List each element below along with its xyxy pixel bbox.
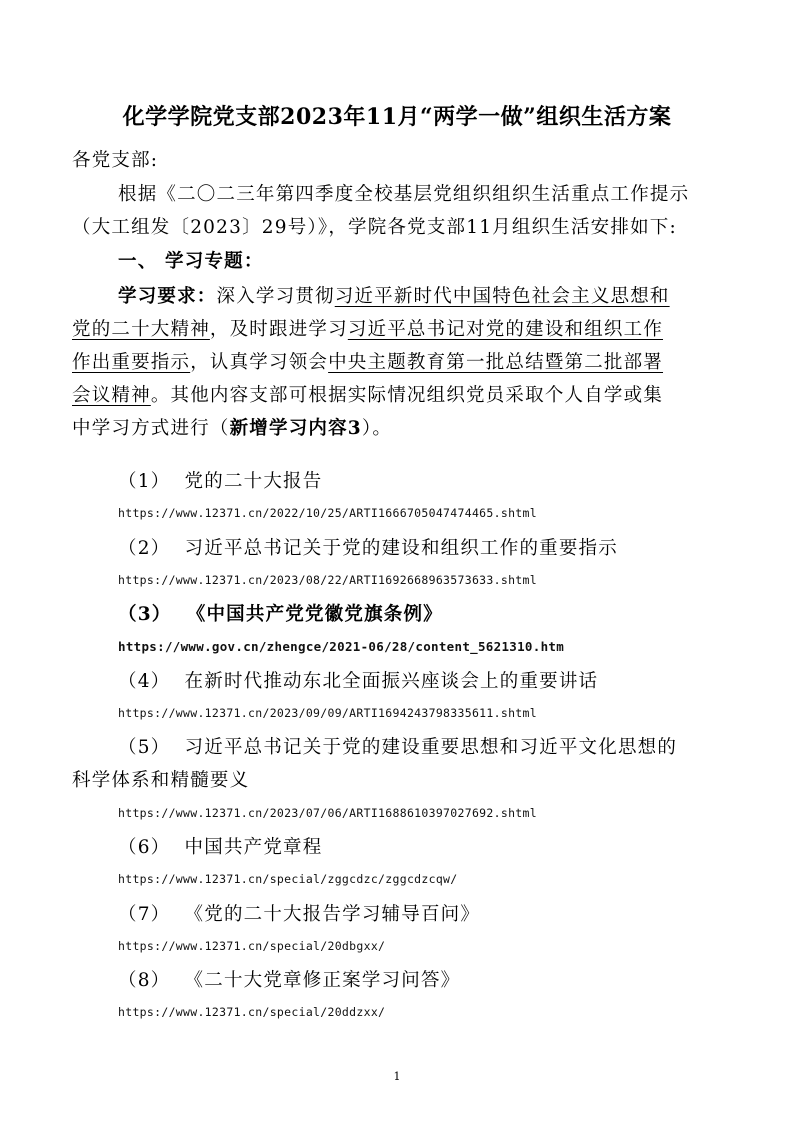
item-title: 在新时代推动东北全面振兴座谈会上的重要讲话 [184, 671, 599, 692]
requirement-line-4 [72, 381, 663, 407]
req-underlined: 党的二十大精神 [72, 319, 210, 340]
intro-line-2: （大工组发〔2023〕29号）》，学院各党支部11月组织生活安排如下: [72, 217, 677, 238]
item-title: 《二十大党章修正案学习问答》 [184, 970, 461, 991]
item-2-link[interactable]: https://www.12371.cn/2023/08/22/ARTI1692668963573633.shtml [118, 573, 537, 587]
item-6-link[interactable]: https://www.12371.cn/special/zggcdzc/zggcdzcqw/ [118, 872, 458, 886]
study-item-5-continued: 科学体系和精髓要义 [72, 770, 250, 791]
item-number: （8） [118, 970, 171, 991]
study-item-6 [118, 833, 322, 859]
req-text: 深入学习贯彻 [216, 286, 335, 307]
item-8-link[interactable]: https://www.12371.cn/special/20ddzxx/ [118, 1005, 386, 1019]
study-item-4 [118, 667, 598, 693]
section-heading: 一、 学习专题： [118, 251, 264, 272]
item-7-link[interactable]: https://www.12371.cn/special/20dbgxx/ [118, 939, 386, 953]
item-title: 中国共产党章程 [184, 837, 323, 858]
item-1-link[interactable]: https://www.12371.cn/2022/10/25/ARTI1666705047474465.shtml [118, 506, 537, 520]
req-underlined: 会议精神 [72, 385, 151, 406]
requirement-label: 学习要求： [118, 286, 217, 307]
item-number: （2） [118, 538, 171, 559]
item-number: （1） [118, 471, 171, 492]
requirement-line-5 [72, 414, 392, 440]
page-number: 1 [393, 1070, 401, 1083]
item-title: 党的二十大报告 [184, 471, 323, 492]
study-item-7 [118, 900, 480, 926]
req-text: 中学习方式进行（ [72, 418, 230, 439]
study-item-1 [118, 467, 322, 493]
item-title: 习近平总书记关于党的建设和组织工作的重要指示 [184, 538, 618, 559]
req-text: 。其他内容支部可根据实际情况组织党员采取个人自学或集 [150, 385, 664, 406]
page-title: 化学学院党支部2023年11月“两学一做”组织生活方案 [122, 104, 672, 130]
item-number: （7） [118, 904, 171, 925]
requirement-line-2 [72, 315, 663, 341]
item-title: 《中国共产党党徽党旗条例》 [186, 604, 443, 625]
requirement-line-1 [118, 282, 670, 308]
item-number: （4） [118, 671, 171, 692]
req-underlined: 习近平新时代中国特色社会主义思想和 [334, 286, 670, 307]
item-title: 习近平总书记关于党的建设重要思想和习近平文化思想的 [184, 737, 678, 758]
req-text: ）。 [361, 418, 393, 439]
salutation: 各党支部: [72, 150, 159, 171]
req-underlined: 作出重要指示 [72, 352, 191, 373]
req-text: ，认真学习领会 [190, 352, 329, 373]
study-item-2 [118, 534, 618, 560]
req-bold: 新增学习内容3 [229, 418, 362, 439]
item-number: （5） [118, 737, 171, 758]
study-item-8 [118, 966, 460, 992]
item-3-link[interactable]: https://www.gov.cn/zhengce/2021-06/28/content_5621310.htm [118, 639, 565, 654]
item-title: 《党的二十大报告学习辅导百问》 [184, 904, 481, 925]
study-item-3 [118, 600, 443, 626]
req-underlined: 中央主题教育第一批总结暨第二批部署 [328, 352, 664, 373]
req-underlined: 习近平总书记对党的建设和组织工作 [347, 319, 664, 340]
study-item-5 [118, 733, 677, 759]
item-number: （6） [118, 837, 171, 858]
item-5-link[interactable]: https://www.12371.cn/2023/07/06/ARTI1688610397027692.shtml [118, 806, 537, 820]
item-4-link[interactable]: https://www.12371.cn/2023/09/09/ARTI1694243798335611.shtml [118, 706, 537, 720]
requirement-line-3 [72, 348, 663, 374]
req-text: ，及时跟进学习 [209, 319, 348, 340]
item-number: （3） [118, 604, 172, 625]
intro-line-1: 根据《二〇二三年第四季度全校基层党组织组织生活重点工作提示 [118, 184, 690, 205]
